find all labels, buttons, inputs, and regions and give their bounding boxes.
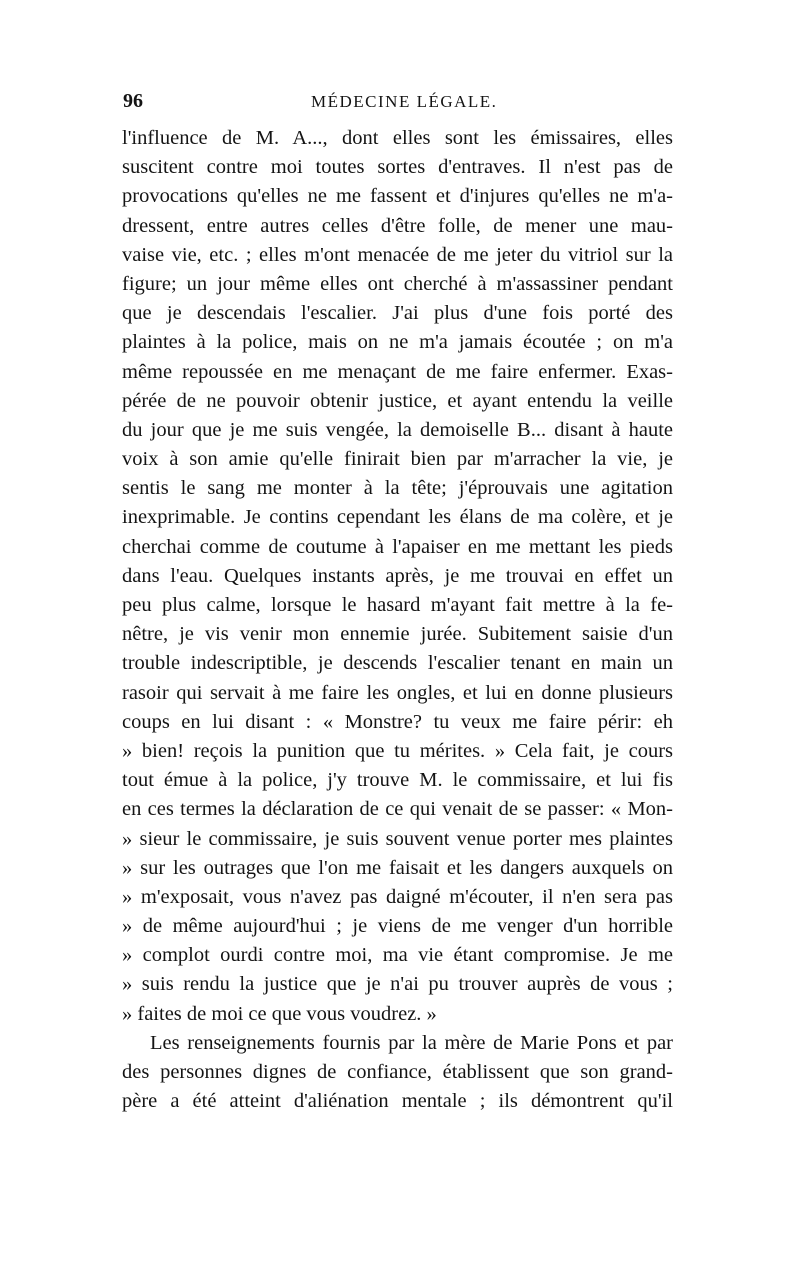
text-line: » sieur le commissaire, je suis souvent venue porter mes plaintes bbox=[122, 827, 673, 850]
paragraph-start-line: Les renseignements fournis par la mère de Marie Pons et par bbox=[150, 1031, 673, 1054]
text-line: l'influence de M. A..., dont elles sont les émissaires, elles bbox=[122, 127, 673, 149]
text-line: dans l'eau. Quelques instants après, je me trouvai en effet un bbox=[122, 564, 673, 587]
text-line: » m'exposait, vous n'avez pas daigné m'écouter, il n'en sera pas bbox=[122, 885, 673, 908]
text-line: peu plus calme, lorsque le hasard m'ayant fait mettre à la fe- bbox=[122, 594, 673, 616]
text-line: » sur les outrages que l'on me faisait et les dangers auxquels on bbox=[122, 856, 673, 879]
text-line: figure; un jour même elles ont cherché à m'assassiner pendant bbox=[122, 272, 673, 295]
text-line: vaise vie, etc. ; elles m'ont menacée de me jeter du vitriol sur la bbox=[122, 243, 673, 266]
text-line: cherchai comme de coutume à l'apaiser en me mettant les pieds bbox=[122, 535, 673, 558]
page-number: 96 bbox=[123, 90, 143, 112]
text-line: plaintes à la police, mais on ne m'a jamais écoutée ; on m'a bbox=[122, 331, 673, 354]
text-line: rasoir qui servait à me faire les ongles, et lui en donne plusieurs bbox=[122, 681, 673, 704]
page-header bbox=[123, 90, 673, 120]
text-line: du jour que je me suis vengée, la demoiselle B... disant à haute bbox=[122, 418, 673, 441]
text-line: voix à son amie qu'elle finirait bien par m'arracher la vie, je bbox=[122, 448, 673, 471]
text-line: des personnes dignes de confiance, établissent que son grand- bbox=[122, 1061, 673, 1083]
text-line: que je descendais l'escalier. J'ai plus d'une fois porté des bbox=[122, 302, 673, 325]
text-line: même repoussée en me menaçant de me faire enfermer. Exas- bbox=[122, 360, 673, 383]
text-line: inexprimable. Je contins cependant les élans de ma colère, et je bbox=[122, 506, 673, 529]
text-line: » bien! reçois la punition que tu mérites. » Cela fait, je cours bbox=[122, 739, 673, 762]
text-line: sentis le sang me monter à la tête; j'éprouvais une agitation bbox=[122, 477, 673, 500]
text-line: provocations qu'elles ne me fassent et d'injures qu'elles ne m'a- bbox=[122, 185, 673, 208]
text-line: nêtre, je vis venir mon ennemie jurée. Subitement saisie d'un bbox=[122, 623, 673, 646]
text-line: père a été atteint d'aliénation mentale ; ils démontrent qu'il bbox=[122, 1090, 673, 1113]
text-line: trouble indescriptible, je descends l'escalier tenant en main un bbox=[122, 652, 673, 675]
text-line: » de même aujourd'hui ; je viens de me venger d'un horrible bbox=[122, 915, 673, 938]
text-line: dressent, entre autres celles d'être folle, de mener une mau- bbox=[122, 214, 673, 237]
text-line: pérée de ne pouvoir obtenir justice, et ayant entendu la veille bbox=[122, 389, 673, 412]
text-line: » faites de moi ce que vous voudrez. » bbox=[122, 1002, 437, 1025]
text-line: » suis rendu la justice que je n'ai pu trouver auprès de vous ; bbox=[122, 973, 673, 996]
text-line: coups en lui disant : « Monstre? tu veux me faire périr: eh bbox=[122, 710, 673, 733]
running-title: MÉDECINE LÉGALE. bbox=[311, 92, 498, 111]
text-line: suscitent contre moi toutes sortes d'entraves. Il n'est pas de bbox=[122, 156, 673, 179]
text-line: en ces termes la déclaration de ce qui venait de se passer: « Mon- bbox=[122, 798, 673, 821]
text-line: » complot ourdi contre moi, ma vie étant compromise. Je me bbox=[122, 944, 673, 967]
text-line: tout émue à la police, j'y trouve M. le commissaire, et lui fis bbox=[122, 769, 673, 792]
body-text bbox=[122, 124, 673, 1116]
